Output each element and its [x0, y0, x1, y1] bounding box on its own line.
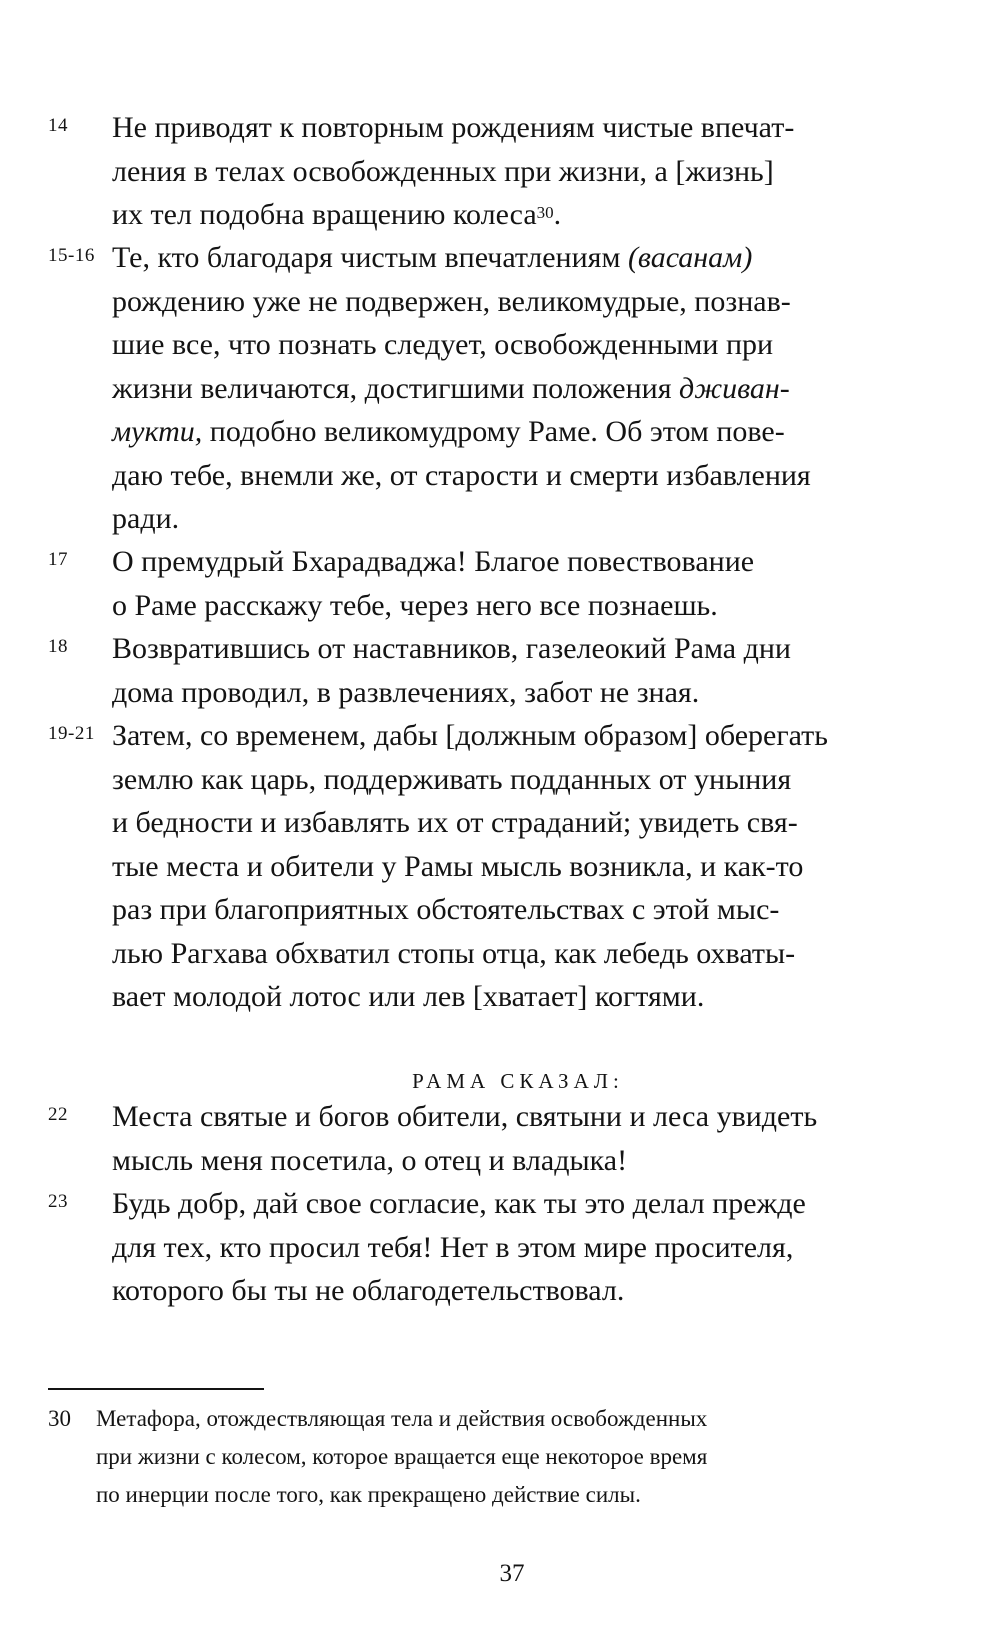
verse-text [112, 1182, 954, 1313]
footnote-divider [48, 1388, 264, 1390]
verse-line: шие все, что познать следует, освобожденными при [112, 328, 774, 361]
verse-line: о Раме расскажу тебе, через него все познаешь. [112, 588, 718, 622]
verse-line: лью Рагхава обхватил стопы отца, как лебедь охваты- [112, 936, 796, 970]
verse-line-text: подобно великомудрому Раме. Об этом пове- [202, 415, 785, 448]
verse-line-text: жизни величаются, достигшими положения [112, 371, 680, 405]
verse-line: О премудрый Бхарадваджа! Благое повествование [112, 545, 755, 578]
verse-number: 23 [48, 1191, 68, 1212]
verse-line: Не приводят к повторным рождениям чистые впечат- [112, 111, 795, 144]
verse-line: мысль меня посетила, о отец и владыка! [112, 1143, 628, 1177]
verse-text [112, 236, 954, 541]
verse-line [112, 410, 954, 454]
verse-line: ради. [112, 502, 180, 535]
verse-line-text: Те, кто благодаря чистым впечатлениям [112, 241, 628, 274]
verse-line: которого бы ты не облагодетельствовал. [112, 1274, 625, 1307]
verse-number: 19-21 [48, 723, 95, 744]
verse-line: землю как царь, поддерживать подданных от уныния [112, 762, 792, 796]
verse-number: 18 [48, 636, 68, 657]
verse-line: дома проводил, в развлечениях, забот не зная. [112, 675, 700, 709]
verse-line: даю тебе, внемли же, от старости и смерти избавления [112, 458, 811, 492]
verse-line: Возвратившись от наставников, газелеокий Рама дни [112, 632, 791, 665]
footnote-line: при жизни с колесом, которое вращается еще некоторое время [96, 1444, 708, 1469]
verse-line: раз при благоприятных обстоятельствах с этой мыс- [112, 893, 780, 926]
verse-text [112, 540, 954, 627]
verse-term-italic: мукти, [112, 415, 203, 448]
verse-line [112, 236, 954, 280]
verse-line: для тех, кто просил тебя! Нет в этом мире просителя, [112, 1230, 794, 1264]
verse-line: рождению уже не подвержен, великомудрые, познав- [112, 284, 791, 318]
verse-line: Места святые и богов обители, святыни и леса увидеть [112, 1100, 818, 1133]
verse-number: 22 [48, 1104, 68, 1125]
verse-line-punct: . [553, 198, 562, 231]
verse-number: 14 [48, 115, 68, 136]
verse-text [112, 714, 954, 1019]
verse-line [112, 367, 954, 411]
verse-line [112, 193, 954, 237]
speaker-heading: РАМА СКАЗАЛ: [412, 1069, 624, 1093]
verse-number: 17 [48, 549, 68, 570]
footnote-number: 30 [48, 1406, 71, 1431]
verse-line: тые места и обители у Рамы мысль возникла, и как-то [112, 849, 804, 883]
verse-text [112, 1095, 954, 1182]
verse-text [112, 106, 954, 237]
verse-term-italic: (васанам) [627, 241, 753, 274]
verse-term-italic: дживан- [679, 371, 790, 405]
verse-line: Затем, со временем, дабы [должным образом] оберегать [112, 719, 828, 752]
verse-line: ления в телах освобожденных при жизни, а [жизнь] [112, 154, 774, 188]
verse-number: 15-16 [48, 245, 95, 266]
verse-line: Будь добр, дай свое согласие, как ты это делал прежде [112, 1187, 806, 1220]
footnote-reference: 30 [536, 203, 554, 222]
verse-line: и бедности и избавлять их от страданий; увидеть свя- [112, 806, 798, 839]
footnote-text [96, 1400, 926, 1514]
verse-line: вает молодой лотос или лев [хватает] когтями. [112, 980, 705, 1013]
footnote-line: Метафора, отождествляющая тела и действия освобожденных [96, 1406, 708, 1431]
verse-line-text: их тел подобна вращению колеса [112, 198, 537, 231]
verse-text [112, 627, 954, 714]
footnote-line: по инерции после того, как прекращено действие силы. [96, 1482, 641, 1507]
page-number: 37 [499, 1560, 525, 1587]
